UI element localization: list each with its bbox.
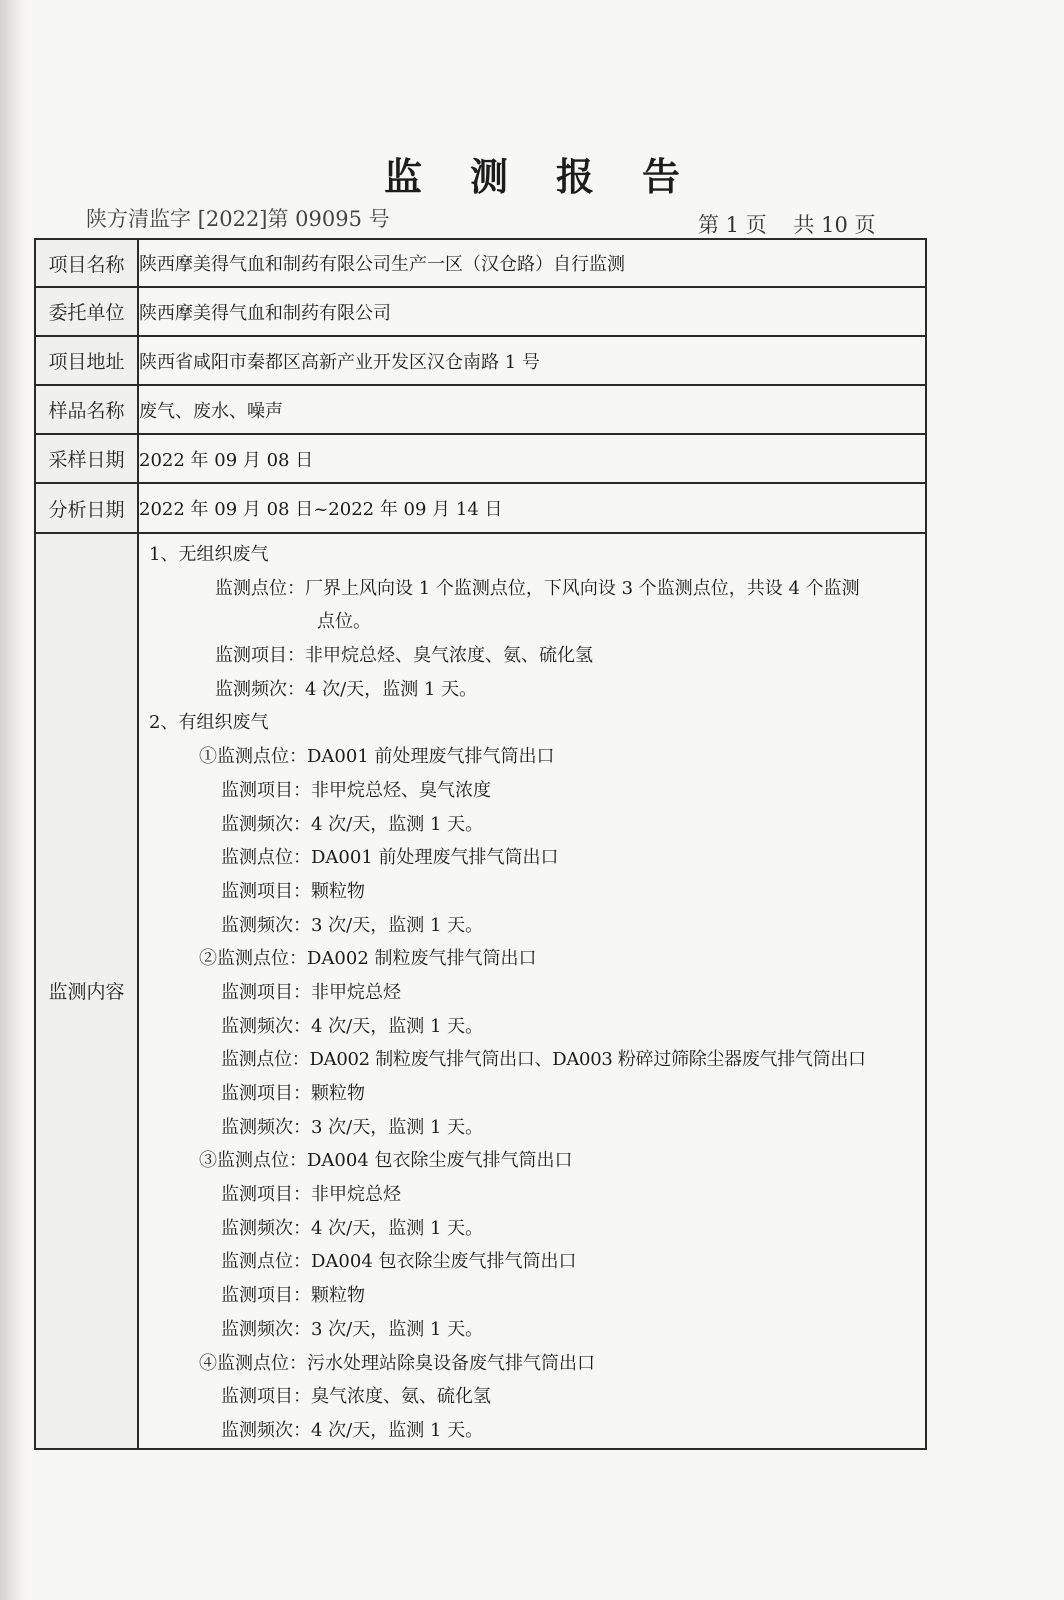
sampling-date-label: 采样日期	[35, 434, 138, 483]
content-line: 监测项目：臭气浓度、氨、硫化氢	[221, 1386, 491, 1408]
content-line: 监测点位：DA004 包衣除尘废气排气筒出口	[221, 1251, 577, 1273]
content-line: 监测频次：3 次/天，监测 1 天。	[221, 1318, 484, 1340]
table-row-project-name	[35, 239, 926, 287]
content-line: 监测项目：非甲烷总烃、臭气浓度、氨、硫化氢	[215, 645, 593, 667]
content-line: 监测频次：4 次/天，监测 1 天。	[221, 1015, 484, 1037]
monitoring-content-cell	[138, 533, 926, 1449]
content-line: ③监测点位：DA004 包衣除尘废气排气筒出口	[199, 1150, 573, 1172]
monitoring-content-body	[139, 534, 925, 1448]
document-number: 陕方清监字 [2022]第 09095 号	[86, 207, 390, 231]
content-line: 监测项目：非甲烷总烃、臭气浓度	[221, 779, 491, 801]
content-line: 监测项目：非甲烷总烃	[221, 981, 401, 1003]
address-value: 陕西省咸阳市秦都区高新产业开发区汉仓南路 1 号	[138, 336, 926, 385]
table-row-sampling-date	[35, 434, 926, 483]
section-heading: 2、有组织废气	[149, 712, 269, 734]
content-line: 监测点位：DA001 前处理废气排气筒出口	[221, 847, 559, 869]
monitoring-content-label: 监测内容	[35, 533, 138, 1449]
sample-name-label: 样品名称	[35, 385, 138, 434]
section-heading: 1、无组织废气	[149, 544, 269, 565]
client-label: 委托单位	[35, 287, 138, 336]
content-line: 监测频次：4 次/天，监测 1 天。	[221, 1419, 484, 1441]
content-line: 监测点位：DA002 制粒废气排气筒出口、DA003 粉碎过筛除尘器废气排气筒出口	[221, 1049, 866, 1071]
address-label: 项目地址	[35, 336, 138, 385]
content-line: 监测频次：3 次/天，监测 1 天。	[221, 914, 484, 936]
content-line: 监测点位：厂界上风向设 1 个监测点位，下风向设 3 个监测点位，共设 4 个监测	[215, 577, 860, 599]
project-name-value: 陕西摩美得气血和制药有限公司生产一区（汉仓路）自行监测	[138, 239, 926, 287]
sampling-date-value: 2022 年 09 月 08 日	[138, 434, 926, 483]
project-name-label: 项目名称	[35, 239, 138, 287]
report-table	[34, 238, 927, 1450]
scan-edge-shadow	[0, 0, 26, 1600]
content-line: 监测项目：非甲烷总烃	[221, 1184, 401, 1206]
table-row-sample-name	[35, 385, 926, 434]
content-line: ①监测点位：DA001 前处理废气排气筒出口	[199, 746, 555, 768]
content-line: 监测频次：4 次/天，监测 1 天。	[215, 678, 478, 700]
client-value: 陕西摩美得气血和制药有限公司	[138, 287, 926, 336]
content-line: 监测频次：4 次/天，监测 1 天。	[221, 1217, 484, 1239]
table-row-analysis-date	[35, 483, 926, 533]
content-line: 监测频次：4 次/天，监测 1 天。	[221, 813, 484, 835]
content-line: 监测频次：3 次/天，监测 1 天。	[221, 1116, 484, 1138]
report-title: 监测报告	[383, 154, 728, 199]
content-line: 监测项目：颗粒物	[221, 1285, 365, 1307]
content-line: 监测项目：颗粒物	[221, 880, 365, 902]
content-line: 监测项目：颗粒物	[221, 1083, 365, 1104]
sample-name-value: 废气、废水、噪声	[138, 385, 926, 434]
table-row-client	[35, 287, 926, 336]
analysis-date-label: 分析日期	[35, 483, 138, 533]
page-info: 第 1 页 共 10 页	[698, 213, 876, 237]
content-line: 点位。	[317, 611, 371, 633]
content-line: ②监测点位：DA002 制粒废气排气筒出口	[199, 948, 537, 970]
table-row-monitoring-content	[35, 533, 926, 1449]
analysis-date-value: 2022 年 09 月 08 日~2022 年 09 月 14 日	[138, 483, 926, 533]
table-row-address	[35, 336, 926, 385]
content-line: ④监测点位：污水处理站除臭设备废气排气筒出口	[199, 1352, 595, 1374]
